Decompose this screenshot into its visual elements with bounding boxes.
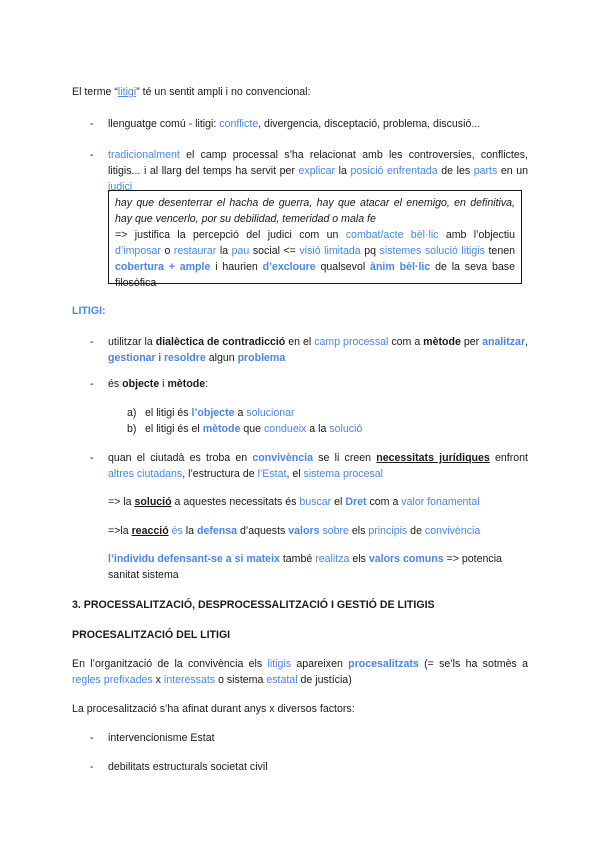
text-run: sistema procesal bbox=[303, 468, 383, 480]
text-run: valors bbox=[288, 525, 320, 537]
reaction-line bbox=[108, 523, 528, 539]
text-run: pq bbox=[360, 245, 380, 257]
text-run: solució bbox=[329, 423, 363, 435]
text-run: és bbox=[108, 378, 123, 390]
bullet-dash: - bbox=[90, 378, 94, 390]
text-run: dialèctica de contradicció bbox=[155, 336, 286, 348]
text-run: interessats bbox=[163, 674, 216, 686]
quote-text: hay que desenterrar el hacha de guerra, hay que atacar el enemigo, en definitiva, hay que vencerlo, por su debilidad, temeridad o mala fe bbox=[115, 197, 515, 225]
bullet-dash: - bbox=[90, 761, 94, 773]
text-run: resoldre bbox=[163, 352, 206, 364]
text-run: camp processal bbox=[314, 336, 389, 348]
text-run: litigi bbox=[117, 86, 137, 98]
text-run: d’aquests bbox=[237, 525, 289, 537]
text-run: defensa bbox=[196, 525, 238, 537]
text-run: ànim bèl·lic bbox=[370, 261, 431, 273]
text-run: d’imposar bbox=[115, 245, 161, 257]
text-run: se li creen bbox=[313, 452, 377, 464]
text-run: els bbox=[349, 553, 369, 565]
text-run: posició enfrentada bbox=[350, 165, 438, 177]
text-run: principis bbox=[368, 525, 408, 537]
text-run: és bbox=[171, 525, 183, 537]
text-run: valor fonamental bbox=[401, 496, 480, 508]
text-run: sistemes solució litigis bbox=[379, 245, 485, 257]
text-run: reacció bbox=[131, 525, 169, 537]
text-run: utilitzar la bbox=[108, 336, 156, 348]
section-heading-3: 3. PROCESSALITZACIÓ, DESPROCESSALITZACIÓ I GESTIÓ DE LITIGIS bbox=[72, 599, 435, 611]
text-run: => la bbox=[108, 496, 135, 508]
text-run: la bbox=[182, 525, 197, 537]
text-run: estatal bbox=[266, 674, 298, 686]
text-run: gestionar bbox=[108, 352, 156, 364]
intro-paragraph bbox=[72, 84, 528, 100]
text-run: el litigi és el bbox=[145, 423, 203, 435]
bullet-coexistence bbox=[108, 450, 528, 482]
text-run: i bbox=[159, 378, 168, 390]
text-run: litigis bbox=[267, 658, 292, 670]
text-run: =>la bbox=[108, 525, 132, 537]
text-run: l’individu defensant-se a si mateix bbox=[108, 553, 280, 565]
text-run: a aquestes necessitats és bbox=[171, 496, 300, 508]
bullet-interventionism: intervencionisme Estat bbox=[108, 732, 215, 744]
text-run: de la seva base filosòfica bbox=[115, 261, 515, 289]
text-run: parts bbox=[473, 165, 498, 177]
text-run: explicar bbox=[298, 165, 336, 177]
text-run: de les bbox=[437, 165, 474, 177]
bullet-dash: - bbox=[90, 732, 94, 744]
text-run: social <= bbox=[249, 245, 300, 257]
text-run: conflicte bbox=[219, 118, 259, 130]
text-run: convivència bbox=[424, 525, 481, 537]
list-item-method bbox=[145, 421, 525, 437]
subsection-heading: PROCESALITZACIÓ DEL LITIGI bbox=[72, 629, 231, 641]
text-run: , el bbox=[286, 468, 304, 480]
text-run: en el bbox=[285, 336, 315, 348]
text-run: per bbox=[460, 336, 483, 348]
list-marker-a: a) bbox=[127, 407, 137, 419]
text-run: Dret bbox=[345, 496, 367, 508]
text-run: => potencia sanitat sistema bbox=[108, 553, 502, 581]
text-run: com a bbox=[388, 336, 424, 348]
text-run: l’Estat bbox=[257, 468, 287, 480]
text-run: ” té un sentit ampli i no convencional: bbox=[136, 86, 311, 98]
text-run: o sistema bbox=[215, 674, 267, 686]
text-run: , bbox=[525, 336, 529, 348]
text-run: apareixen bbox=[291, 658, 349, 670]
text-run: enfront bbox=[489, 452, 528, 464]
bullet-civil-society: debilitats estructurals societat civil bbox=[108, 761, 268, 773]
bullet-object-method bbox=[108, 376, 528, 392]
text-run: d’excloure bbox=[262, 261, 316, 273]
text-run: , l’estructura de bbox=[182, 468, 258, 480]
text-run: tradicionalment bbox=[108, 149, 180, 161]
text-run: necessitats jurídiques bbox=[376, 452, 490, 464]
bullet-dash: - bbox=[90, 452, 94, 464]
list-item-object bbox=[145, 405, 525, 421]
text-run: solució bbox=[134, 496, 172, 508]
text-run: regles prefixades bbox=[72, 674, 153, 686]
text-run: de bbox=[407, 525, 425, 537]
text-run: El terme “ bbox=[72, 86, 118, 98]
text-run: tenen bbox=[484, 245, 516, 257]
bullet-dash: - bbox=[90, 149, 94, 161]
text-run: en un bbox=[497, 165, 529, 177]
text-run: com a bbox=[366, 496, 402, 508]
bullet-traditional bbox=[108, 147, 528, 195]
individual-line bbox=[108, 551, 528, 583]
text-run: i haurien bbox=[210, 261, 263, 273]
text-run: amb l’objectiu bbox=[438, 229, 516, 241]
text-run: analitzar bbox=[482, 336, 526, 348]
text-run: llenguatge comú - litigi: bbox=[108, 118, 220, 130]
text-run: altres ciutadans bbox=[108, 468, 183, 480]
text-run: restaurar bbox=[173, 245, 217, 257]
bullet-dash: - bbox=[90, 118, 94, 130]
text-run: condueix bbox=[263, 423, 307, 435]
text-run: el bbox=[331, 496, 346, 508]
text-run: el litigi és bbox=[145, 407, 192, 419]
text-run: solucionar bbox=[246, 407, 295, 419]
section-label-litigi: LITIGI: bbox=[72, 305, 106, 317]
text-run: combat/acte bèl·lic bbox=[345, 229, 439, 241]
text-run: i bbox=[155, 352, 164, 364]
text-run: a la bbox=[306, 423, 330, 435]
text-run: cobertura + ample bbox=[115, 261, 211, 273]
text-run: x bbox=[152, 674, 164, 686]
solution-line bbox=[108, 494, 528, 510]
text-run: procesalitzats bbox=[348, 658, 419, 670]
quote-box bbox=[108, 190, 522, 289]
list-marker-b: b) bbox=[127, 423, 137, 435]
box-explanation bbox=[115, 227, 515, 291]
text-run: (= se’ls ha sotmès a bbox=[418, 658, 529, 670]
paragraph-factors: La procesalització s’ha afinat durant anys x diversos factors: bbox=[72, 703, 355, 715]
text-run: mètode bbox=[167, 378, 206, 390]
text-run: objecte bbox=[122, 378, 160, 390]
bullet-dash: - bbox=[90, 336, 94, 348]
bullet-common-language bbox=[108, 116, 528, 132]
text-run: => justifica la percepció del judici com un bbox=[115, 229, 346, 241]
text-run: quan el ciutadà es troba en bbox=[108, 452, 253, 464]
text-run: mètode bbox=[423, 336, 461, 348]
text-run: convivència bbox=[252, 452, 314, 464]
text-run: realitza bbox=[315, 553, 350, 565]
text-run: qualsevol bbox=[315, 261, 371, 273]
paragraph-procesalitzats bbox=[72, 656, 528, 688]
text-run: també bbox=[279, 553, 316, 565]
text-run: , divergencia, disceptació, problema, discusió... bbox=[258, 118, 481, 130]
text-run: En l’organització de la convivència els bbox=[72, 658, 268, 670]
text-run: sobre bbox=[322, 525, 349, 537]
text-run: de justícia) bbox=[297, 674, 352, 686]
text-run: l’objecte bbox=[191, 407, 235, 419]
text-run: o bbox=[160, 245, 174, 257]
text-run: visió limitada bbox=[299, 245, 361, 257]
text-run: la bbox=[216, 245, 232, 257]
text-run: pau bbox=[231, 245, 250, 257]
text-run: la bbox=[335, 165, 351, 177]
text-run: valors comuns bbox=[368, 553, 444, 565]
text-run: a bbox=[234, 407, 247, 419]
text-run: algun bbox=[205, 352, 238, 364]
text-run: el camp processal s’ha relacionat amb les controversies, conflictes, litigis... i al llarg del temps ha servit per bbox=[108, 149, 528, 177]
text-run: : bbox=[205, 378, 209, 390]
text-run: mètode bbox=[202, 423, 241, 435]
bullet-dialectic bbox=[108, 334, 528, 366]
text-run: que bbox=[240, 423, 264, 435]
text-run: els bbox=[348, 525, 369, 537]
text-run: problema bbox=[237, 352, 286, 364]
text-run: judici bbox=[108, 181, 133, 193]
text-run: buscar bbox=[299, 496, 332, 508]
